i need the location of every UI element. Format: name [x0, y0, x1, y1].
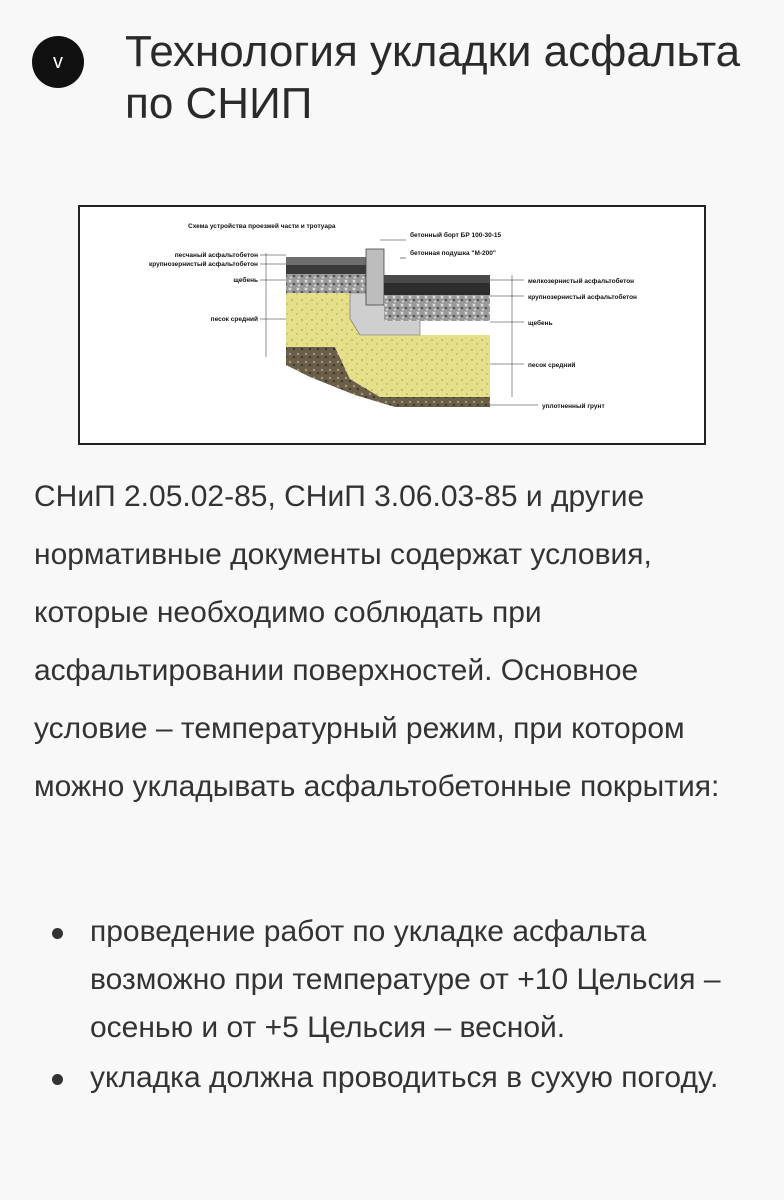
diagram-svg: [80, 207, 704, 443]
list-item: [0, 1054, 745, 1102]
right-coarse-asphalt-layer: [384, 283, 490, 295]
page-title: Технология укладки асфальта по СНИП: [125, 27, 741, 128]
left-coarse-asphalt-layer: [286, 265, 366, 274]
label-sand-right: песок средний: [528, 362, 576, 369]
concrete-curb: [366, 249, 384, 305]
collapse-badge[interactable]: v: [32, 36, 84, 88]
road-structure-diagram: [78, 205, 706, 445]
right-gravel-layer: [384, 295, 490, 321]
label-coarse-asphalt-left: крупнозернистый асфальтобетон: [149, 261, 258, 268]
label-gravel-left: щебень: [233, 277, 258, 284]
label-coarse-asphalt-right: крупнозернистый асфальтобетон: [528, 294, 637, 301]
right-fine-asphalt-layer: [384, 275, 490, 283]
label-compacted-soil: уплотненный грунт: [542, 403, 605, 410]
diagram-caption: Схема устройства проезжей части и тротуара: [188, 223, 336, 230]
left-gravel-layer: [286, 274, 366, 293]
label-gravel-right: щебень: [528, 320, 553, 327]
list-item: [0, 908, 745, 1052]
label-sand-left: песок средний: [210, 316, 258, 323]
label-sand-asphalt: песчаный асфальтобетон: [174, 252, 258, 259]
bullet-icon: [52, 1074, 63, 1085]
list-item-text: укладка должна проводиться в сухую погоду.: [90, 1061, 719, 1094]
intro-paragraph: СНиП 2.05.02-85, СНиП 3.06.03-85 и другие нормативные документы содержат условия, которые необходимо соблюдать при асфальтировании поверхностей. Основное условие – температурный режим, при котором можно укладывать асфальтобетонные покрытия:: [34, 480, 720, 803]
left-sand-asphalt-layer: [286, 257, 366, 265]
conditions-list: [0, 908, 784, 1102]
article-header: [0, 0, 784, 160]
list-item-text: проведение работ по укладке асфальта возможно при температуре от +10 Цельсия – осенью и от +5 Цельсия – весной.: [90, 915, 721, 1044]
label-curb: бетонный борт БР 100-30-15: [410, 232, 502, 239]
label-fine-asphalt: мелкозернистый асфальтобетон: [528, 278, 635, 285]
bullet-icon: [52, 928, 63, 939]
label-concrete-pad: бетонная подушка "М-200": [410, 250, 496, 257]
